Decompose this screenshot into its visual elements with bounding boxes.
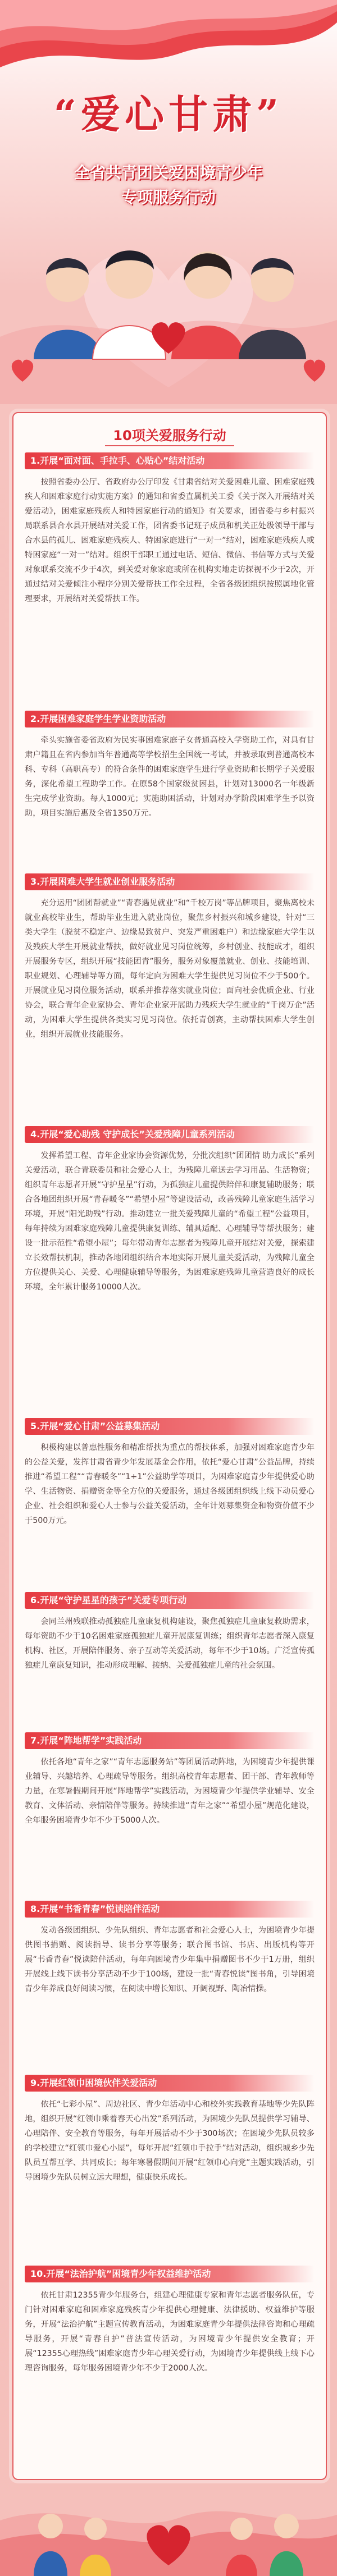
- section-heading: 2.开展困难家庭学生学业资助活动: [25, 711, 315, 727]
- section-5: [25, 1418, 315, 1528]
- section-heading: 10.开展“法治护航”困境青少年权益维护活动: [25, 2266, 315, 2282]
- section-heading: 4.开展“爱心助残 守护成长”关爱残障儿童系列活动: [25, 1126, 315, 1143]
- section-7: [25, 1732, 315, 1828]
- card-title-wrap: [13, 423, 326, 446]
- section-body: 依托“七彩小屋”、周边社区、青少年活动中心和校外实践教育基地等少先队阵地，组织开展“红领巾乘着春天心出发”系列活动，为困境少先队员提供学习辅导、心理陪伴、安全教育等服务，每年开展活动不少于300场次；在困境少先队员较多的学校建立“红领巾爱心小屋”，每年开展“红领巾手拉手”结对活动，组织城乡少先队员互帮互学、共同成长；每年寒暑假期间开展“红领巾心向党”主题实践活动，引导困境少先队员树立远大理想，健康快乐成长。: [25, 2100, 315, 2182]
- section-body: 发挥希望工程、青年企业家协会资源优势，分批次组织“团团情 助力成长”系列关爱活动，联合青联委员和社会爱心人士，为残障儿童送去学习用品、生活物资；组织青年志愿者开展“守护星星”行动，为孤独症儿童提供陪伴和康复辅助服务；联合各地团组织开展“青春暖冬”“希望小屋”等建设活动，改善残障儿童家庭生活学习环境，开展“阳光助残”行动。推动建立一批关爱残障儿童的“希望工程”公益项目，每年持续为困难家庭残障儿童提供康复训练、辅具适配、心理辅导等帮扶服务；建设一批示范性“希望小屋”；每年带动青年志愿者为残障儿童开展结对关爱，探索建立长效帮扶机制，推动各地团组织结合本地实际开展儿童关爱活动，为残障儿童全方位提供关心、关爱、心理健康辅导等服务，为困难家庭残障儿童营造良好的成长环境，全年累计服务10000人次。: [25, 1151, 315, 1292]
- section-3: [25, 873, 315, 1042]
- section-9: [25, 2075, 315, 2185]
- section-heading: 5.开展“爱心甘肃”公益募集活动: [25, 1418, 315, 1435]
- hero-title: “爱心甘肃”: [53, 91, 284, 138]
- section-2: [25, 711, 315, 821]
- section-heading: 1.开展“面对面、手拉手、心贴心”结对活动: [25, 452, 315, 469]
- section-heading: 9.开展红领巾困境伙伴关爱活动: [25, 2075, 315, 2092]
- people-heart-illustration: [0, 213, 337, 404]
- section-body: 依托各地“青年之家”“青年志愿服务站”等团属活动阵地，为困境青少年提供课业辅导、兴趣培养、心理疏导等服务。组织高校青年志愿者、团干部、青年教师等力量，在寒暑假期间开展“阵地帮学”实践活动，为困境青少年提供学业辅导、安全教育、文体活动、亲情陪伴等服务。持续推进“青年之家”“希望小屋”规范化建设，全年服务困境青少年不少于5000人次。: [25, 1758, 315, 1825]
- section-body: 充分运用“团团帮就业”“青春遇见就业”和“千校万岗”等品牌项目，聚焦离校未就业高校毕业生，帮助毕业生进入就业岗位，聚焦乡村振兴和城乡建设，针对“三类大学生（脱贫不稳定户、边缘易致贫户、突发严重困难户）和边缘家庭大学生以及残疾大学生开展就业帮扶，做好就业见习岗位统筹，乡村创业、技能成才，组织开展服务专区，组织开展“技能团青”服务，服务对象覆盖就业、创业、技能培训、职业规划、心理辅导等方面，每年定向为困难大学生提供见习岗位不少于500个。开展就业见习岗位服务活动，联系并推荐落实就业岗位；面向社会优质企业、行业协会，联合青年企业家协会、青年企业家开展助力残疾大学生就业的“千岗万企”活动，为困难大学生提供各类实习见习岗位。依托青创赛，主动帮扶困难大学生创业，组织开展就业技能服务。: [25, 899, 315, 1039]
- section-body: 积极构建以普惠性服务和精准帮扶为重点的帮扶体系，加强对困难家庭青少年的公益关爱，发挥甘肃省青少年发展基金会作用，依托“爱心甘肃”公益品牌，持续推进“希望工程”“青春暖冬”“1+1”公益助学等项目，为困难家庭青少年提供爱心助学、生活物资、捐赠资金等全方位的关爱服务，通过各级团组织线上线下动员爱心企业、社会组织和爱心人士参与公益关爱活动，全年计划募集资金和物资价值不少于500万元。: [25, 1443, 315, 1525]
- section-body: 会同兰州残联推动孤独症儿童康复机构建设，聚焦孤独症儿童康复救助需求，每年资助不少于10名困难家庭孤独症儿童开展康复训练；组织青年志愿者深入康复机构、社区，开展陪伴服务、亲子互动等关爱活动，每年不少于10场。广泛宣传孤独症儿童康复知识，推动形成理解、接纳、关爱孤独症儿童的社会氛围。: [25, 1617, 315, 1670]
- section-body: 按照省委办公厅、省政府办公厅印发《甘肃省结对关爱困难儿童、困难家庭残疾人和困难家庭行动实施方案》的通知和省委直属机关工委《关于深入开展结对关爱活动》，困难家庭残疾人和特困家庭行动的通知》有关要求，团省委与乡村振兴局联系县合水县开展结对关爱工作，团省委书记班子成员和机关正处级领导干部与合水县的孤儿、困难家庭残疾人、特困家庭进行“一对一”结对，困难家庭残疾人或特困家庭“一对一”结对。组织干部职工通过电话、短信、微信、书信等方式与关爱对象联系交流不少于4次，到关爱对象家庭或所在机构实地走访探视不少于2次，开通过结对关爱倾注小程序分别关爱帮扶工作全过程，全省各级团组织按照属地化管理要求，开展结对关爱帮扶工作。: [25, 478, 315, 603]
- section-heading: 3.开展困难大学生就业创业服务活动: [25, 873, 315, 890]
- hero-subtitle-line2: 专项服务行动: [121, 188, 216, 207]
- section-4: [25, 1126, 315, 1294]
- section-heading: 8.开展“书香青春”悦读陪伴活动: [25, 1901, 315, 1918]
- section-body: 依托甘肃12355青少年服务台，组建心理健康专家和青年志愿者服务队伍，专门针对困难家庭和困难家庭残疾青少年提供心理健康、法律援助、权益维护等服务，开展“法治护航”主题宣传教育活动，为困难家庭青少年提供法律咨询和心理疏导服务，开展“青春自护”普法宣传活动，为困境青少年提供安全教育；开展“12355心理热线”困难家庭青少年心理关爱行动，为困境青少年提供线上线下心理咨询服务，每年服务困境青少年不少于2000人次。: [25, 2291, 315, 2373]
- hero-banner: [0, 0, 337, 404]
- section-heading: 6.开展“守护星星的孩子”关爱专项行动: [25, 1592, 315, 1609]
- services-card: [12, 412, 327, 2480]
- bottom-children-illustration: [0, 2487, 337, 2576]
- section-heading: 7.开展“阵地帮学”实践活动: [25, 1732, 315, 1749]
- section-1: [25, 452, 315, 606]
- section-10: [25, 2266, 315, 2376]
- section-body: 牵头实施省委省政府为民实事困难家庭子女普通高校入学资助工作，对具有甘肃户籍且在省内参加当年普通高等学校招生全国统一考试，并被录取到普通高校本科、专科（高职高专）的符合条件的困难家庭学生进行学业资助和长期学子关爱服务，深化希望工程助学工作。在原58个国家级贫困县，计划对13000名一年级新生完成学业资助。每人1000元；实施助困活动，计划对办学阶段困难学生予以资助，项目实施后惠及全省1350万元。: [25, 736, 315, 818]
- section-body: 发动各级团组织、少先队组织、青年志愿者和社会爱心人士，为困境青少年提供图书捐赠、阅读指导、读书分享等服务；联合图书馆、书店、出版机构等开展“书香青春”悦读陪伴活动，每年向困境青少年集中捐赠图书不少于1万册，组织开展线上线下读书分享活动不少于100场，建设一批“青春悦读”图书角，引导困境青少年养成良好阅读习惯，在阅读中增长知识、开阔视野、陶冶情操。: [25, 1926, 315, 1993]
- card-title: 10项关爱服务行动: [105, 423, 234, 446]
- hero-subtitle-line1: 全省共青团关爱困境青少年: [74, 163, 263, 182]
- section-8: [25, 1901, 315, 1996]
- section-6: [25, 1592, 315, 1673]
